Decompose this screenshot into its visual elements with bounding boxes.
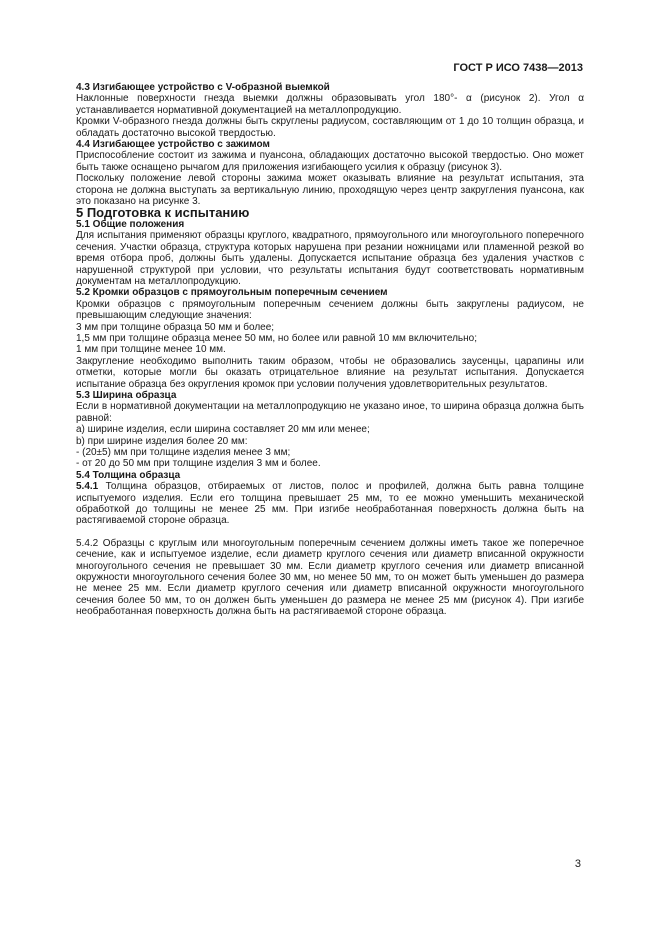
heading-4-3: 4.3 Изгибающее устройство с V-образной выемкой	[76, 82, 330, 93]
document-body	[76, 82, 584, 618]
list-item: 3 мм при толщине образца 50 мм и более;	[76, 321, 275, 333]
document-header: ГОСТ Р ИСО 7438—2013	[453, 62, 583, 74]
paragraph-4-3-a: Наклонные поверхности гнезда выемки должны образовывать угол 180°- α (рисунок 2). Угол α устанавливается нормативной документацией на металлопродукцию.	[76, 93, 584, 116]
paragraph-5-2-b: Закругление необходимо выполнить таким образом, чтобы не образовались заусенцы, царапины или отметки, которые могли бы оказать отрицательное влияние на результат испытания. Допускается испытание образца без округления кромок при условии получения удовлетворительных результатов.	[76, 355, 584, 390]
paragraph-4-3-b: Кромки V-образного гнезда должны быть скруглены радиусом, составляющим от 1 до 10 толщин образца, и обладать достаточно высокой твердостью.	[76, 116, 584, 139]
list-item: b) при ширине изделия более 20 мм:	[76, 435, 248, 447]
clause-number: 5.4.1	[76, 481, 99, 493]
heading-5-3: 5.3 Ширина образца	[76, 389, 177, 401]
paragraph-4-4-a: Приспособление состоит из зажима и пуансона, обладающих достаточно высокой твердостью. Оно может быть также оснащено рычагом для приложения изгибающего усилия к образцу (рисунок 3).	[76, 150, 584, 173]
paragraph-5-4-1	[76, 481, 584, 527]
list-item: - от 20 до 50 мм при толщине изделия 3 мм и более.	[76, 458, 321, 470]
list-item: а) ширине изделия, если ширина составляет 20 мм или менее;	[76, 424, 370, 436]
list-item: - (20±5) мм при толщине изделия менее 3 мм;	[76, 447, 291, 459]
paragraph-5-3: Если в нормативной документации на металлопродукцию не указано иное, то ширина образца должна быть равной:	[76, 401, 584, 424]
heading-5-2: 5.2 Кромки образцов с прямоугольным поперечным сечением	[76, 287, 388, 299]
page-number: 3	[574, 858, 581, 870]
heading-4-4: 4.4 Изгибающее устройство с зажимом	[76, 139, 270, 151]
paragraph-5-1: Для испытания применяют образцы круглого, квадратного, прямоугольного или многоугольного поперечного сечения. Участки образца, структура которых нарушена при резании ножницами или пламенной резкой во время отбора проб, должны быть удалены. Допускается испытание образца без удаления участков с нарушенной структурой при условии, что результаты испытания будут соответствовать нормативным документам на металлопродукцию.	[76, 230, 584, 287]
paragraph-5-4-2: 5.4.2 Образцы с круглым или многоугольным поперечным сечением должны иметь такое же поперечное сечение, как и испытуемое изделие, если диаметр круглого сечения или диаметр вписанной окружности многоугольного сечения не превышает 30 мм. Если диаметр круглого сечения или диаметр вписанной окружности многоугольного сечения более 30 мм, но менее 50 мм, то он может быть уменьшен до размера не менее 25 мм. Если диаметр круглого сечения или диаметр вписанной окружности многоугольного сечения более 50 мм, то он должен быть уменьшен до размера не менее 25 мм (рисунок 4). При изгибе необработанная поверхность должна быть на растягиваемой стороне образца.	[76, 537, 584, 618]
heading-5-1: 5.1 Общие положения	[76, 218, 185, 230]
section-title-5: 5 Подготовка к испытанию	[76, 205, 250, 221]
clause-text: Толщина образцов, отбираемых от листов, полос и профилей, должна быть равна толщине испытуемого изделия. Если его толщина превышает 25 мм, то ее можно уменьшить механической обработкой до толщины не менее 25 мм. При изгибе необработанная поверхность должна быть на растягиваемой стороне образца.	[76, 481, 584, 527]
paragraph-4-4-b: Поскольку положение левой стороны зажима может оказывать влияние на результат испытания, эта сторона не должна выступать за вертикальную линию, проходящую через центр закругления пуансона, как это показано на рисунке 3.	[76, 173, 584, 208]
list-item: 1 мм при толщине менее 10 мм.	[76, 344, 226, 356]
paragraph-5-2-a: Кромки образцов с прямоугольным поперечным сечением должны быть закруглены радиусом, не превышающим следующие значения:	[76, 298, 584, 322]
list-item: 1,5 мм при толщине образца менее 50 мм, но более или равной 10 мм включительно;	[76, 332, 477, 344]
heading-5-4: 5.4 Толщина образца	[76, 469, 181, 481]
